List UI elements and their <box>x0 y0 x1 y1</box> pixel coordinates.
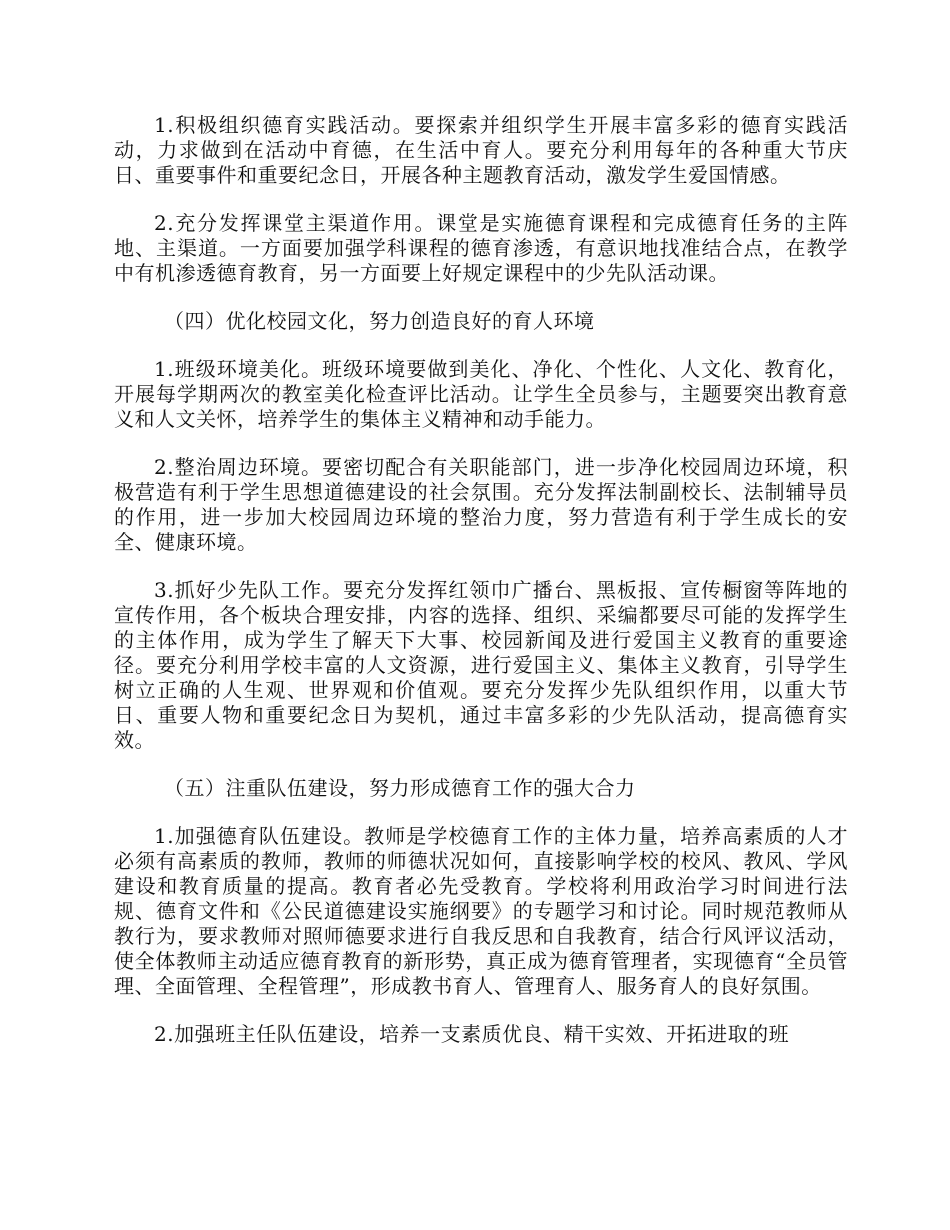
section-heading-campus-culture: （四）优化校园文化，努力创造良好的育人环境 <box>164 309 595 333</box>
document-page <box>114 113 848 1047</box>
paragraph-practice-activities: 1.积极组织德育实践活动。要探索并组织学生开展丰富多彩的德育实践活动，力求做到在活动中育德，在生活中育人。要充分利用每年的各种重大节庆日、重要事件和重要纪念日，开展各种主题教育活动，激发学生爱国情感。 <box>114 113 848 187</box>
paragraph-surrounding-environment: 2.整治周边环境。要密切配合有关职能部门，进一步净化校园周边环境，积极营造有利于学生思想道德建设的社会氛围。充分发挥法制副校长、法制辅导员的作用，进一步加大校园周边环境的整治力度，努力营造有利于学生成长的安全、健康环境。 <box>114 455 848 554</box>
paragraph-classroom-channel: 2.充分发挥课堂主渠道作用。课堂是实施德育课程和完成德育任务的主阵地、主渠道。一方面要加强学科课程的德育渗透，有意识地找准结合点，在教学中有机渗透德育教育，另一方面要上好规定课程中的少先队活动课。 <box>114 211 848 285</box>
paragraph-head-teacher-team: 2.加强班主任队伍建设，培养一支素质优良、精干实效、开拓进取的班 <box>154 1022 790 1046</box>
paragraph-moral-education-team: 1.加强德育队伍建设。教师是学校德育工作的主体力量，培养高素质的人才必须有高素质的教师，教师的师德状况如何，直接影响学校的校风、教风、学风建设和教育质量的提高。教育者必先受教育。学校将利用政治学习时间进行法规、德育文件和《公民道德建设实施纲要》的专题学习和讨论。同时规范教师从教行为，要求教师对照师德要求进行自我反思和自我教育，结合行风评议活动，使全体教师主动适应德育教育的新形势，真正成为德育管理者，实现德育“全员管理、全面管理、全程管理”，形成教书育人、管理育人、服务育人的良好氛围。 <box>114 824 848 998</box>
paragraph-young-pioneers: 3.抓好少先队工作。要充分发挥红领巾广播台、黑板报、宣传橱窗等阵地的宣传作用，各个板块合理安排，内容的选择、组织、采编都要尽可能的发挥学生的主体作用，成为学生了解天下大事、校园新闻及进行爱国主义教育的重要途径。要充分利用学校丰富的人文资源，进行爱国主义、集体主义教育，引导学生树立正确的人生观、世界观和价值观。要充分发挥少先队组织作用，以重大节日、重要人物和重要纪念日为契机，通过丰富多彩的少先队活动，提高德育实效。 <box>114 578 848 752</box>
paragraph-class-environment: 1.班级环境美化。班级环境要做到美化、净化、个性化、人文化、教育化，开展每学期两次的教室美化检查评比活动。让学生全员参与，主题要突出教育意义和人文关怀，培养学生的集体主义精神和动手能力。 <box>114 357 848 431</box>
section-heading-team-building: （五）注重队伍建设，努力形成德育工作的强大合力 <box>164 776 636 800</box>
